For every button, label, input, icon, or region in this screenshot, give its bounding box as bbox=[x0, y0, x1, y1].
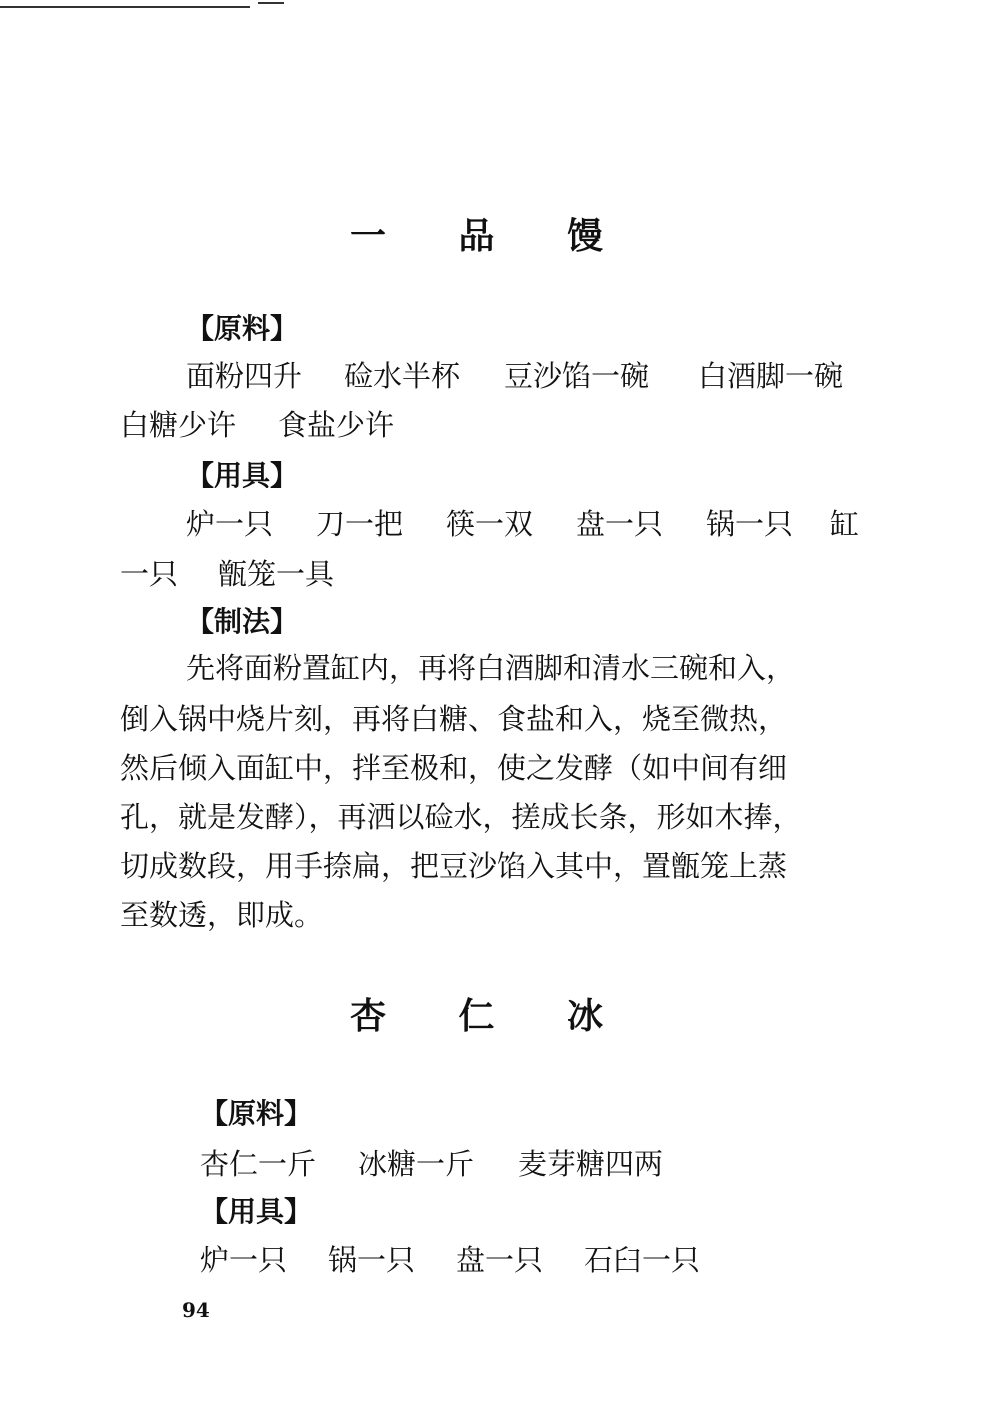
page-number: 94 bbox=[182, 1298, 210, 1322]
tool-item: 盘一只 bbox=[576, 507, 664, 541]
tool-item: 一只 bbox=[120, 557, 179, 591]
tool-item: 甑笼一具 bbox=[218, 557, 335, 591]
method-line: 然后倾入面缸中，拌至极和，使之发酵（如中间有细 bbox=[120, 751, 788, 785]
ingredients-line bbox=[120, 403, 394, 444]
ingredient-item: 杏仁一斤 bbox=[200, 1147, 317, 1181]
tools-heading: 【用具】 bbox=[186, 459, 299, 492]
tool-item: 锅一只 bbox=[328, 1243, 416, 1277]
tool-item: 炉一只 bbox=[200, 1243, 288, 1277]
method-line: 先将面粉置缸内，再将白酒脚和清水三碗和入， bbox=[186, 651, 796, 685]
tools-line bbox=[120, 552, 334, 593]
method-line: 倒入锅中烧片刻，再将白糖、食盐和入，烧至微热， bbox=[120, 702, 788, 736]
ingredient-item: 豆沙馅一碗 bbox=[504, 359, 650, 393]
tool-item: 盘一只 bbox=[456, 1243, 544, 1277]
tool-item: 缸 bbox=[830, 507, 860, 541]
ingredient-item: 硷水半杯 bbox=[344, 359, 461, 393]
ingredients-heading: 【原料】 bbox=[186, 312, 299, 345]
method-line: 孔，就是发酵），再洒以硷水，搓成长条，形如木捧， bbox=[120, 800, 802, 834]
ingredients-heading: 【原料】 bbox=[200, 1097, 313, 1130]
tool-item: 炉一只 bbox=[186, 507, 274, 541]
ingredient-item: 白酒脚一碗 bbox=[698, 359, 844, 393]
tools-line bbox=[186, 502, 859, 543]
tool-item: 刀一把 bbox=[316, 507, 404, 541]
tool-item: 石臼一只 bbox=[584, 1243, 701, 1277]
method-line: 切成数段，用手捺扁，把豆沙馅入其中，置甑笼上蒸 bbox=[120, 849, 788, 883]
ingredient-item: 白糖少许 bbox=[120, 408, 237, 442]
recipe-title: 一 品 馒 bbox=[349, 216, 634, 257]
ingredients-line bbox=[186, 354, 843, 395]
ingredient-item: 冰糖一斤 bbox=[358, 1147, 475, 1181]
tools-line bbox=[200, 1238, 700, 1279]
ingredient-item: 食盐少许 bbox=[278, 408, 395, 442]
method-heading: 【制法】 bbox=[186, 605, 299, 638]
ingredient-item: 面粉四升 bbox=[186, 359, 303, 393]
tool-item: 锅一只 bbox=[706, 507, 794, 541]
recipe-title: 杏 仁 冰 bbox=[349, 996, 634, 1037]
method-line: 至数透，即成。 bbox=[120, 898, 324, 932]
ingredient-item: 麦芽糖四两 bbox=[518, 1147, 664, 1181]
tool-item: 筷一双 bbox=[446, 507, 534, 541]
tools-heading: 【用具】 bbox=[200, 1195, 313, 1228]
ingredients-line bbox=[200, 1142, 663, 1183]
